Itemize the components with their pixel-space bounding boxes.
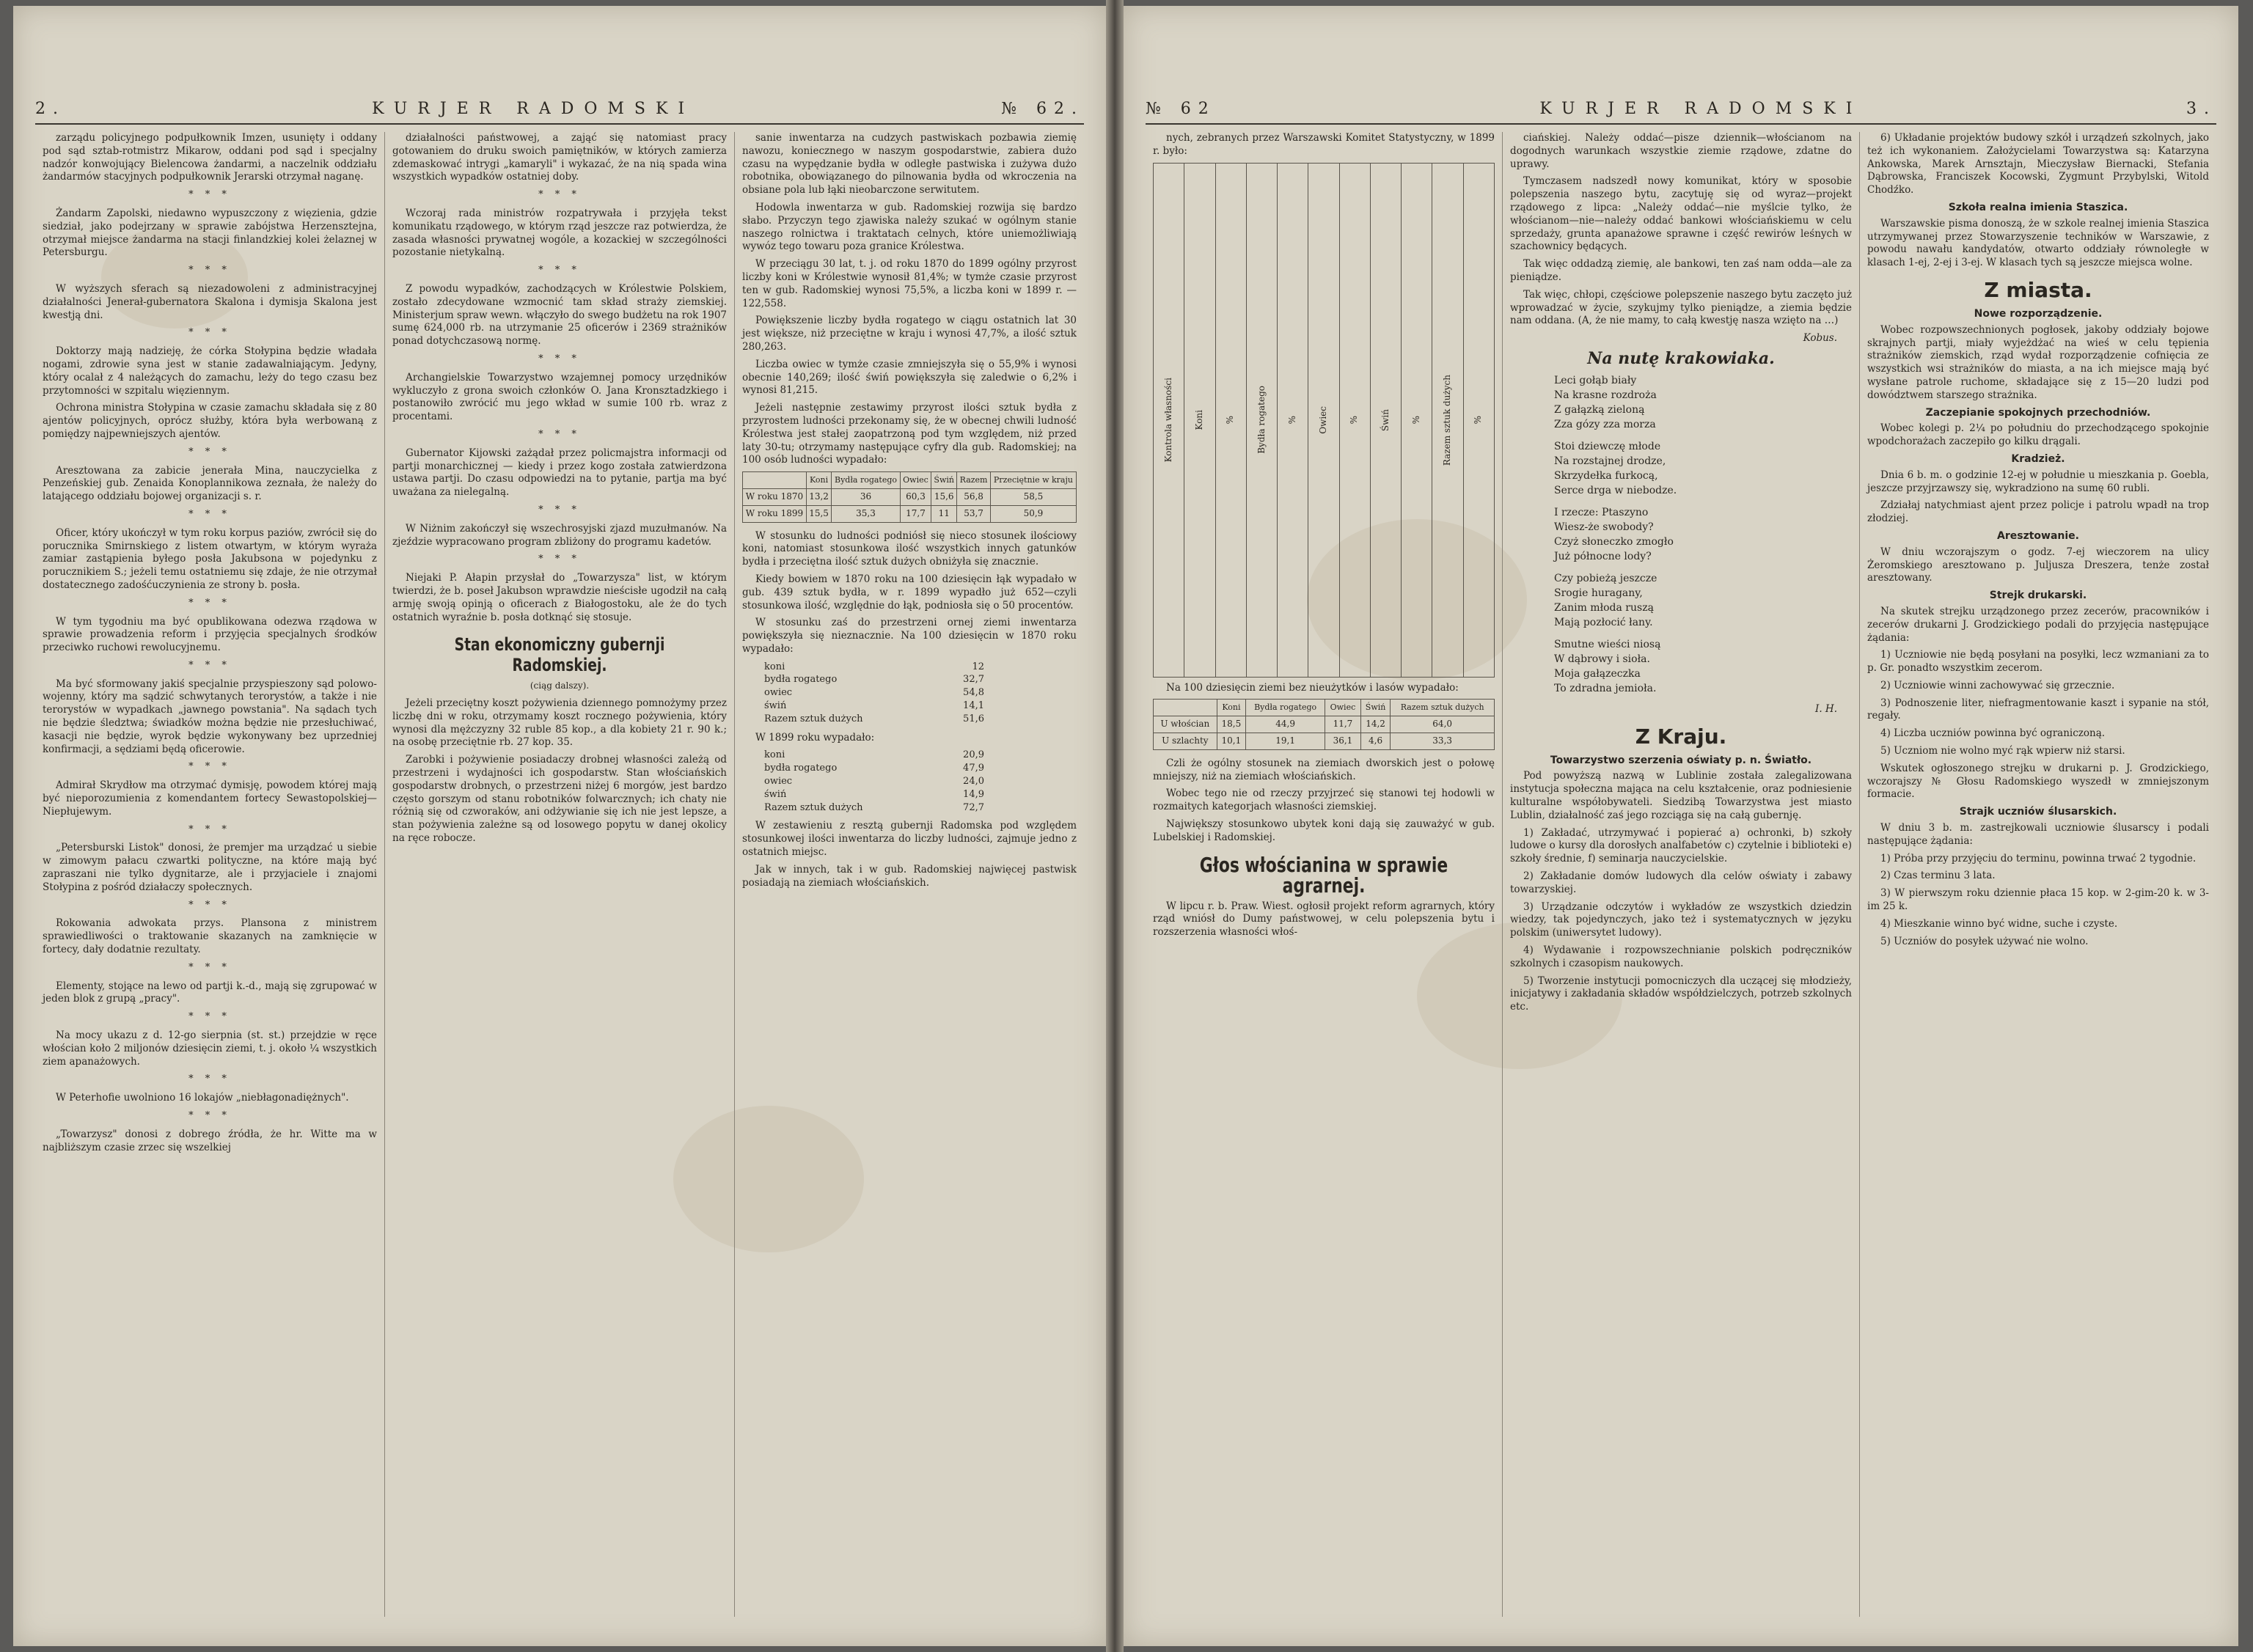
table-cell: 11 (931, 505, 957, 522)
stanza-break (1554, 432, 1852, 439)
paragraph: Czli że ogólny stosunek na ziemiach dworskich jest o połowę mniejszy, niż na ziemiach włościańskich. (1153, 757, 1495, 782)
table-cell: W roku 1899 (743, 505, 807, 522)
issue-number: № 62 (1146, 99, 1216, 118)
paragraph: W zestawieniu z resztą gubernji Radomska pod względem stosunkowej ilości inwentarza do liczby ludności, zajmuje jedno z ostatnich miejsc. (742, 820, 1077, 859)
separator: * * * (538, 265, 581, 276)
book-gutter (1106, 0, 1124, 1652)
table-header: Bydła rogatego (832, 472, 901, 489)
table-header (1154, 700, 1217, 716)
paragraph: Powiększenie liczby bydła rogatego w ciągu ostatnich lat 30 jest większe, niż przeciętne w kraju i wynosi 47,7%, a ilość sztuk 280,263. (742, 315, 1077, 353)
separator: * * * (188, 265, 231, 276)
paragraph: 4) Liczba uczniów powinna być ograniczoną. (1880, 727, 2106, 740)
paragraph: W stosunku do ludności podniósł się nieco stosunek ilościowy koni, natomiast stosunkowa ilość wszystkich innych gatunków bydła i przeciętna ilość sztuk dużych obniżyła się znacznie. (742, 529, 1077, 568)
table-cell: 56,8 (957, 488, 991, 505)
table-header (743, 472, 807, 489)
table-cell: 50,9 (990, 505, 1076, 522)
poem-line: Mają pozłocić łany. (1554, 616, 1653, 628)
poem-line: Leci gołąb biały (1554, 374, 1637, 386)
table-cell: 36 (832, 488, 901, 505)
table-column: % (1473, 415, 1484, 425)
list-item: owiec 24,0 (764, 776, 984, 788)
table-header: Koni (1217, 700, 1246, 716)
paragraph: W 1899 roku wypadało: (755, 731, 875, 744)
paragraph: „Towarzysz" donosi z dobrego źródła, że hr. Witte ma w najbliższym czasie zrzec się wszelkiej (43, 1128, 377, 1153)
table-cell: 4,6 (1360, 733, 1391, 749)
paragraph: Gubernator Kijowski zażądał przez policmajstra informacji od partji monarchicznej — kiedy i przez kogo została zatwierdzona ustawa partji. Do czasu odpowiedzi na to pytanie, partja ma być uważana za nielegalną. (392, 447, 727, 499)
paragraph: Rokowania adwokata przys. Plansona z ministrem sprawiedliwości o traktowanie skazanych na zamknięcie w fortecy, dały dodatnie rezultaty. (43, 917, 377, 956)
poem-line: Stoi dziewczę młode (1554, 440, 1661, 452)
list-item: koni 20,9 (764, 749, 984, 761)
poem-signature: I. H. (1815, 702, 1837, 715)
table-header-row (743, 472, 1077, 489)
paragraph: 1) Zakładać, utrzymywać i popierać a) ochronki, b) szkoły ludowe o kursy dla dorosłych analfabetów c) czytelnie i biblioteki e) szkoły średnie, f) seminarja nauczycielskie. (1510, 826, 1852, 865)
paragraph: Tak więc, chłopi, częściowe polepszenie naszego bytu zaczęto już wprowadzać w życie, szykujmy tylko pieniądze, a ziemia będzie nam oddana. (A, że nie mamy, to całą kwestję nasza wzięto na …) (1510, 288, 1852, 327)
article-title: Towarzystwo szerzenia oświaty p. n. Światło. (1550, 754, 1812, 766)
table-column: % (1402, 164, 1432, 677)
left-col-2 (385, 132, 735, 1617)
paragraph: 2) Zakładanie domów ludowych dla celów oświaty i zabawy towarzyskiej. (1510, 870, 1852, 895)
paragraph: 5) Uczniów do posyłek używać nie wolno. (1880, 935, 2089, 947)
separator: * * * (188, 597, 231, 609)
separator: * * * (188, 1110, 231, 1121)
table-row (1154, 716, 1495, 733)
article-title: Nowe rozporządzenie. (1974, 307, 2103, 320)
separator: * * * (188, 189, 231, 201)
paragraph: zarządu policyjnego podpułkownik Imzen, usunięty i oddany pod sąd sztab-rotmistrz Mikarow, oddani pod sąd i specjalny nadzór konwojujący Bielencowa żandarmi, a naczelnik oddziału żandarmów stacyjnych podpułkownik Jerarski otrzymał naganę. (43, 132, 377, 183)
table-cell: 13,2 (806, 488, 831, 505)
table-column: % (1216, 164, 1247, 677)
poem-line: To zdradna jemioła. (1554, 682, 1657, 694)
paragraph: 4) Wydawanie i rozpowszechnianie polskich podręczników szkolnych i czasopism naukowych. (1510, 944, 1852, 969)
list-item: bydła rogatego 32,7 (764, 674, 984, 686)
paragraph: Na 100 dziesięcin ziemi bez nieużytków i lasów wypadało: (1166, 681, 1459, 694)
separator: * * * (188, 823, 231, 835)
paragraph: 6) Układanie projektów budowy szkół i urządzeń szkolnych, jako też ich wykonaniem. Założycielami Towarzystwa są: Katarzyna Ankowska, Marek Arnsztajn, Mieczysław Biernacki, Stefania Dąbrowska, Franciszek Kocowski, Zygmunt Przybylski, Witold Chodźko. (1867, 132, 2209, 197)
separator: * * * (188, 899, 231, 911)
poem-line: Czyż słoneczko zmogło (1554, 535, 1674, 548)
separator: * * * (188, 327, 231, 339)
paragraph: Wskutek ogłoszonego strejku w drukarni p. J. Grodzickiego, wczorajszy № Głosu Radomskiego wyszedł w zmniejszonym formacie. (1867, 762, 2209, 801)
paragraph: Archangielskie Towarzystwo wzajemnej pomocy urzędników wykluczyło z grona swoich członków O. Jana Kronsztadzkiego i postanowiło zwrócić mu jego wkład w sumie 100 rb. wraz z procentami. (392, 371, 727, 423)
rotated-stats-table (1153, 163, 1495, 678)
stanza-break (1554, 498, 1852, 505)
paragraph: 2) Uczniowie winni zachowywać się grzecznie. (1880, 679, 2115, 691)
paragraph: Na skutek strejku urządzonego przez zecerów, pracowników i zecerów drukarni J. Grodzickiego podali do przyjęcia następujące żądania: (1867, 605, 2209, 644)
paragraph: Jak w innych, tak i w gub. Radomskiej najwięcej pastwisk posiadają na ziemiach włościańskich. (742, 863, 1077, 889)
paragraph: Z powodu wypadków, zachodzących w Królestwie Polskiem, zostało zdecydowane wzmocnić tam skład straży ziemskiej. Ministerjum spraw wewn. włączyło do swego budżetu na rok 1907 sumę 624,000 rb. na utrzymanie 25 oficerów i 2369 strażników ponad dotychczasową normę. (392, 282, 727, 348)
paragraph: W Niżnim zakończył się wszechrosyjski zjazd muzułmanów. Na zjeździe wypracowano program zbliżony do programu kadetów. (392, 522, 727, 548)
poem-line: I rzecze: Ptaszyno (1554, 506, 1649, 518)
paragraph: W dniu wczorajszym o godz. 7-ej wieczorem na ulicy Żeromskiego aresztowano p. Juljusza Dreszera, tenże został aresztowany. (1867, 546, 2209, 584)
paragraph: Elementy, stojące na lewo od partji k.-d., mają się zgrupować w jeden blok z grupą „pracy". (43, 980, 377, 1005)
list-item: koni 12 (764, 661, 984, 672)
article-subtitle: (ciąg dalszy). (530, 680, 590, 691)
paragraph: W stosunku zaś do przestrzeni ornej ziemi inwentarza powiększyła się nieznacznie. Na 100 dziesięcin w 1870 roku wypadało: (742, 617, 1077, 655)
paragraph: Zdziałaj natychmiast ajent przez policje i patrolu wpadł na trop złodziej. (1867, 499, 2209, 525)
paragraph: Oficer, który ukończył w tym roku korpus paziów, zwrócił się do porucznika Smirnskiego z listem otwartym, w którym wyraża zamiar zastąpienia byłego posła Jakubsona w pojedynku z porucznikiem S.; jeżeli temu ostatniemu się zdaje, że nie otrzymał dostatecznego zadośćuczynienia ze strony b. posła. (43, 526, 377, 591)
paragraph: 1) Próba przy przyjęciu do terminu, powinna trwać 2 tygodnie. (1880, 852, 2197, 864)
article-title: Strajk uczniów ślusarskich. (1959, 806, 2117, 818)
newspaper-title: KURJER RADOMSKI (372, 99, 695, 118)
paragraph: Tak więc oddadzą ziemię, ale bankowi, ten zaś nam odda—ale za pieniądze. (1510, 258, 1852, 283)
poem-title: Na nutę krakowiaka. (1587, 348, 1775, 368)
separator: * * * (538, 554, 581, 565)
table-cell: 44,9 (1246, 716, 1325, 733)
paragraph: Wobec tego nie od rzeczy przyjrzeć się stanowi tej hodowli w rozmaitych kategorjach własności ziemskiej. (1153, 788, 1495, 813)
paragraph: W przeciągu 30 lat, t. j. od roku 1870 do 1899 ogólny przyrost liczby koni w Królestwie wynosił 81,4%; w tymże czasie przyrost ten w gub. Radomskiej wynosi 75,5%, a liczba koni w 1899 r. — 122,558. (742, 258, 1077, 309)
poem (1510, 373, 1852, 696)
table-column: Świń (1371, 164, 1402, 677)
poem-line: Zza gózy zza morza (1554, 418, 1656, 430)
table-header: Koni (806, 472, 831, 489)
table-cell: 58,5 (990, 488, 1076, 505)
paragraph: Pod powyższą nazwą w Lublinie została zalegalizowana instytucja społeczna mająca na celu kształcenie, oraz podniesienie kulturalne współobywateli. Siedzibą Towarzystwa jest miasto Lublin, działalność zaś jego rozciąga się na całą gubernję. (1510, 770, 1852, 821)
paragraph: W wyższych sferach są niezadowoleni z administracyjnej działalności Jenerał-gubernatora Skalona i dymisja Skalona jest kwestją dni. (43, 282, 377, 321)
table-column: Kontrola własności (1154, 164, 1184, 677)
paragraph: Dnia 6 b. m. o godzinie 12-ej w południe u mieszkania p. Goebla, jeszcze przyjrzawszy się, wykradziono na sumę 60 rubli. (1867, 469, 2209, 494)
poem-line: Srogie huragany, (1554, 587, 1643, 599)
table-cell: 15,5 (806, 505, 831, 522)
list-item: świń 14,9 (764, 788, 984, 800)
paragraph: Warszawskie pisma donoszą, że w szkole realnej imienia Staszica utrzymywanej przez Stowarzyszenie techników w Warszawie, z powodu nawału kandydatów, otwarto oddziały równoległe w klasach 1-ej, 2-ej i 3-ej. W klasach tych są jeszcze miejsca wolne. (1867, 217, 2209, 269)
poem-line: Z gałązką zieloną (1554, 403, 1645, 416)
table-column: % (1278, 164, 1308, 677)
paragraph: Wobec kolegi p. 2¼ po południu do przechodzącego spokojnie wpodchorażach zaczepiło go kilku drągali. (1867, 422, 2209, 448)
paragraph: Tymczasem nadszedł nowy komunikat, który w sposobie polepszenia naszego bytu, zacytuję się od wyraz—projekt rządowego z lipca: „Należy oddać—nie myślcie tylko, że włościanom—nie—należy oddać bankowi włościańskiemu w celu sprzedaży, grunta apanażowe sprawne i część rewirów leśnych w szachownicy będących. (1510, 175, 1852, 253)
separator: * * * (538, 504, 581, 515)
paragraph: Wobec rozpowszechnionych pogłosek, jakoby oddziały bojowe skrajnych partji, miały wyjeżdżać na wieś w celu tępienia strażników ziemskich, rząd wydał rozporządzenie cofnięcia ze wszystkich wsi strażników do miasta, a na ich miejsce mają być wysłane patrole ruchome, składające się z 15—20 ludzi pod dowództwem starszego strażnika. (1867, 323, 2209, 401)
table-header: Świń (931, 472, 957, 489)
land-table (1153, 699, 1495, 749)
table-cell: U szlachty (1154, 733, 1217, 749)
stanza-break (1554, 630, 1852, 637)
paragraph: Kiedy bowiem w 1870 roku na 100 dziesięcin łąk wypadało w gub. 439 sztuk bydła, w r. 1899 wypadło już 652—czyli stosunkowa ilość, względnie do łąk, podniosła się o 50 procentów. (742, 573, 1077, 612)
table-header: Razem (957, 472, 991, 489)
paragraph: W tym tygodniu ma być opublikowana odezwa rządowa w sprawie prowadzenia reform i przyjęcia specjalnych środków przeciwko ruchowi rewolucyjnemu. (43, 615, 377, 654)
poem-line: Na krasne rozdroża (1554, 389, 1657, 401)
list-item: owiec 54,8 (764, 687, 984, 699)
stanza-break (1554, 564, 1852, 571)
table-column: % (1340, 164, 1371, 677)
page-number: 2. (35, 99, 65, 118)
poem-line: W dąbrowy i sioła. (1554, 653, 1650, 665)
poem-line: Smutne wieści niosą (1554, 638, 1661, 650)
paragraph: Żandarm Zapolski, niedawno wypuszczony z więzienia, gdzie siedział, jako podejrzany w sprawie zabójstwa Herzensztejna, otrzymał miejsce żandarma na stacji finlandzkiej kolei żelaznej w Petersburgu. (43, 207, 377, 259)
right-col-1 (1146, 132, 1503, 1617)
paragraph: 5) Tworzenie instytucji pomocniczych dla uczącej się młodzieży, inicjatywy i zakładania składów współdzielczych, potrzeb szkolnych etc. (1510, 974, 1852, 1013)
poem-line: Skrzydełka furkocą, (1554, 469, 1658, 482)
table-header-row (1154, 700, 1495, 716)
table-cell: W roku 1870 (743, 488, 807, 505)
poem-line: Moja gałązeczka (1554, 667, 1641, 680)
table-cell: 53,7 (957, 505, 991, 522)
separator: * * * (188, 1073, 231, 1085)
right-col-3 (1860, 132, 2216, 1617)
masthead-right (1146, 94, 2216, 125)
separator: * * * (188, 446, 231, 458)
paragraph: „Petersburski Listok" donosi, że premjer ma urządzać u siebie w zimowym pałacu czwartki polityczne, na które mają być zapraszani nie tylko dygnitarze, ale i przyjaciele i znajomi Stołypina z pośród działaczy społecznych. (43, 842, 377, 893)
separator: * * * (538, 428, 581, 440)
article-title: Głos włościanina w sprawie agrarnej. (1199, 852, 1448, 897)
separator: * * * (538, 353, 581, 364)
section-title: Z Kraju. (1635, 724, 1727, 749)
separator: * * * (188, 508, 231, 520)
table-cell: 15,6 (931, 488, 957, 505)
newspaper-title: KURJER RADOMSKI (1539, 99, 1863, 118)
paragraph: Aresztowana za zabicie jenerała Mina, nauczycielka z Penzeńskiej gub. Zenaida Konoplannikowa zeznała, że należy do latającego oddziału bojowej organizacji s. r. (43, 464, 377, 503)
left-page (13, 6, 1106, 1646)
poem-line: Już północne lody? (1554, 550, 1652, 562)
poem-line: Na rozstajnej drodze, (1554, 455, 1666, 467)
left-col-1 (35, 132, 385, 1617)
issue-number: № 62. (1001, 99, 1084, 118)
table-cell: 33,3 (1391, 733, 1495, 749)
table-cell: 64,0 (1391, 716, 1495, 733)
paragraph: 1) Uczniowie nie będą posyłani na posyłki, lecz wzmaniani za to p. Gr. ponadto wszystkim zecerom. (1867, 649, 2209, 675)
left-columns (35, 132, 1084, 1617)
paragraph: Liczba owiec w tymże czasie zmniejszyła się o 55,9% i wynosi obecnie 140,269; ilość świń powiększyła się zaledwie o 6,2% i wynosi 81,215. (742, 358, 1077, 397)
paragraph: Zarobki i pożywienie posiadaczy drobnej własności zależą od przestrzeni i wydajności ich gospodarstw. Stan włościańskich gospodarstw drobnych, o przestrzeni niżej 6 morgów, jest bardzo często gorszym od stanu robotników folwarcznych; ich chaty nie różnią się od czworaków, ani odżywianie się ich nie jest lepsze, a stan pożywienia zależne są od losowego popytu w danej okolicy na ręce robocze. (392, 754, 727, 845)
paragraph: Jeżeli przeciętny koszt pożywienia dziennego pomnożymy przez liczbę dni w roku, otrzymamy koszt rocznego pożywienia, który wynosi dla mężczyzny 32 ruble 85 kop., a dla kobiety 21 r. 90 k.; na osobę przeciętnie rb. 27 kop. 35. (392, 697, 727, 749)
list-item: Razem sztuk dużych 51,6 (764, 713, 984, 724)
paragraph: ciańskiej. Należy oddać—pisze dziennik—włościanom na dogodnych warunkach wszystkie ziemie rządowe, zdatne do uprawy. (1510, 132, 1852, 170)
table-header: Owiec (900, 472, 931, 489)
paragraph: 3) Urządzanie odczytów i wykładów ze wszystkich dziedzin wiedzy, tak pojedynczych, jako też i systematycznych w języku polskim (uniwersytet ludowy). (1510, 900, 1852, 939)
list-item: świń 14,1 (764, 700, 984, 712)
stats-list-1870 (764, 661, 1077, 726)
table-cell: 36,1 (1325, 733, 1361, 749)
page-number: 3. (2186, 99, 2216, 118)
paragraph: Doktorzy mają nadzieję, że córka Stołypina będzie władała nogami, zdrowie syna jest w stanie zadawalniającym. Jedyny, który ocalał z 4 należących do zamachu, leży do tego czasu bez przytomności w szpitalu więziennym. (43, 345, 377, 397)
paragraph: W lipcu r. b. Praw. Wiest. ogłosił projekt reform agrarnych, który rząd wniósł do Dumy państwowej, w celu polepszenia bytu i rozszerzenia własności włoś- (1153, 900, 1495, 939)
list-item: Razem sztuk dużych 72,7 (764, 801, 984, 813)
paragraph: Hodowla inwentarza w gub. Radomskiej rozwija się bardzo słabo. Przyczyn tego zjawiska należy szukać w ogólnym stanie naszego rolnictwa i traktatach celnych, które uniemożliwiają wywóz tego towaru poza granice Królestwa. (742, 201, 1077, 253)
poem-line: Czy pobieżą jeszcze (1554, 572, 1657, 584)
poem-line: Serce drga w niebodze. (1554, 484, 1677, 496)
poem-line: Zanim młoda ruszą (1554, 601, 1654, 614)
article-title: Szkoła realna imienia Staszica. (1948, 201, 2128, 213)
livestock-table (742, 471, 1077, 522)
table-column: Bydła rogatego (1247, 164, 1278, 677)
poem-line: Wiesz-że swobody? (1554, 521, 1654, 533)
table-cell: 10,1 (1217, 733, 1246, 749)
paragraph: W Peterhofie uwolniono 16 lokajów „niebłagonadiężnych". (56, 1092, 349, 1104)
paragraph: Wczoraj rada ministrów rozpatrywała i przyjęła tekst komunikatu rządowego, w którym rząd jeszcze raz potwierdza, że zasada własności prywatnej wogóle, a kozackiej w szczególności pozostanie nietykalną. (392, 207, 727, 259)
paragraph: Niejaki P. Ałapin przysłał do „Towarzysza" list, w którym twierdzi, że b. poseł Jakubson wprawdzie nieścisłe ugodził na całą armję swoją opinją o oficerach z Białogostoku, ale że do tych ostatnich wyraźnie b. posła dotknąć się stosuje. (392, 572, 727, 623)
article-title: Aresztowanie. (1997, 529, 2079, 542)
table-header: Owiec (1325, 700, 1361, 716)
table-column: Razem sztuk dużych (1432, 164, 1463, 677)
paragraph: Ma być sformowany jakiś specjalnie przyspieszony sąd polowo-wojenny, który ma sądzić schwytanych terorystów, a także i nie terorystów w wypadkach „jawnego powstania". Na sądach tych nie będzie śledztwa; świadków można będzie nie przesłuchiwać, kasacji nie będzie, wyrok będzie wykonywany bez uprzedniej konfirmacji, a sędziami będą oficerowie. (43, 678, 377, 755)
table-row (1154, 733, 1495, 749)
separator: * * * (188, 961, 231, 973)
paragraph: Na mocy ukazu z d. 12-go sierpnia (st. st.) przejdzie w ręce włościan koło 2 miljonów dziesięcin ziemi, t. j. około ¼ wszystkich ziem apanażowych. (43, 1029, 377, 1068)
table-column: Owiec (1308, 164, 1339, 677)
separator: * * * (188, 761, 231, 773)
stats-list-1899 (764, 749, 1077, 814)
paragraph: Admirał Skrydłow ma otrzymać dymisję, powodem której mają być nieporozumienia z komendantem fortecy Sewastopolskiej—Niepłujewym. (43, 779, 377, 818)
left-col-3 (735, 132, 1084, 1617)
paragraph: 3) Podnoszenie liter, niefragmentowanie kaszt i sypanie na stół, regały. (1867, 697, 2209, 722)
table-cell: 19,1 (1246, 733, 1325, 749)
table-row (743, 505, 1077, 522)
table-header: Przeciętnie w kraju (990, 472, 1076, 489)
table-cell: 35,3 (832, 505, 901, 522)
right-col-2 (1503, 132, 1860, 1617)
article-title: Zaczepianie spokojnych przechodniów. (1925, 406, 2151, 419)
paragraph: Ochrona ministra Stołypina w czasie zamachu składała się z 80 ajentów policyjnych, oprócz służby, która była werbowaną z pomiędzy najpewniejszych ajentów. (43, 402, 377, 440)
table-row (743, 488, 1077, 505)
table-cell: 17,7 (900, 505, 931, 522)
paragraph: Jeżeli następnie zestawimy przyrost ilości sztuk bydła z przyrostem ludności przekonamy się, że w obecnej chwili ludność Królestwa jest stałej zaopatrzoną pod tym względem, niż przed laty 30-tu; otrzymamy następujące cyfry dla gub. Radomskiej; na 100 osób ludności wypadało: (742, 402, 1077, 466)
paragraph: Największy stosunkowo ubytek koni dają się zauważyć w gub. Lubelskiej i Radomskiej. (1153, 818, 1495, 843)
article-title: Stan ekonomiczny gubernji Radomskiej. (454, 634, 665, 676)
table-header: Świń (1360, 700, 1391, 716)
author-signature: Kobus. (1803, 332, 1837, 345)
paragraph: nych, zebranych przez Warszawski Komitet Statystyczny, w 1899 r. było: (1153, 132, 1495, 157)
separator: * * * (188, 659, 231, 671)
paragraph: 2) Czas terminu 3 lata. (1880, 870, 1996, 882)
right-page (1124, 6, 2238, 1646)
paragraph: 5) Uczniom nie wolno myć rąk wpierw niż starsi. (1880, 745, 2125, 757)
table-cell: 11,7 (1325, 716, 1361, 733)
paragraph: 3) W pierwszym roku dziennie płaca 15 kop. w 2-gim-20 k. w 3-im 25 k. (1867, 887, 2209, 913)
table-cell: 14,2 (1360, 716, 1391, 733)
paragraph: działalności państwowej, a zająć się natomiast pracy gotowaniem do druku swoich pamiętników, w których zamierza zdemaskować intrygi „kamaryli" i wykazać, że na nią spada wina wszystkich wypadków ostatniej doby. (392, 132, 727, 183)
table-cell: 18,5 (1217, 716, 1246, 733)
table-column: Koni (1184, 164, 1215, 677)
right-columns (1146, 132, 2216, 1617)
paragraph: sanie inwentarza na cudzych pastwiskach pozbawia ziemię nawozu, koniecznego w naszym gospodarstwie, zabiera dużo czasu na wypędzanie bydła w odległe pastwiska i zużywa dużo robotnika, obowiązanego do pilnowania bydła od wkroczenia na obsiane pola lub łąki nieobarczone serwitutem. (742, 132, 1077, 197)
separator: * * * (538, 189, 581, 201)
article-title: Kradzież. (2011, 452, 2065, 465)
paragraph: W dniu 3 b. m. zastrejkowali uczniowie ślusarscy i podali następujące żądania: (1867, 822, 2209, 847)
table-header: Razem sztuk dużych (1391, 700, 1495, 716)
masthead-left (35, 94, 1084, 125)
article-title: Strejk drukarski. (1989, 590, 2087, 602)
section-title: Z miasta. (1984, 277, 2092, 302)
list-item: bydła rogatego 47,9 (764, 763, 984, 774)
paragraph: 4) Mieszkanie winno być widne, suche i czyste. (1880, 917, 2118, 930)
table-cell: U włościan (1154, 716, 1217, 733)
table-cell: 60,3 (900, 488, 931, 505)
separator: * * * (188, 1011, 231, 1023)
table-header: Bydła rogatego (1246, 700, 1325, 716)
